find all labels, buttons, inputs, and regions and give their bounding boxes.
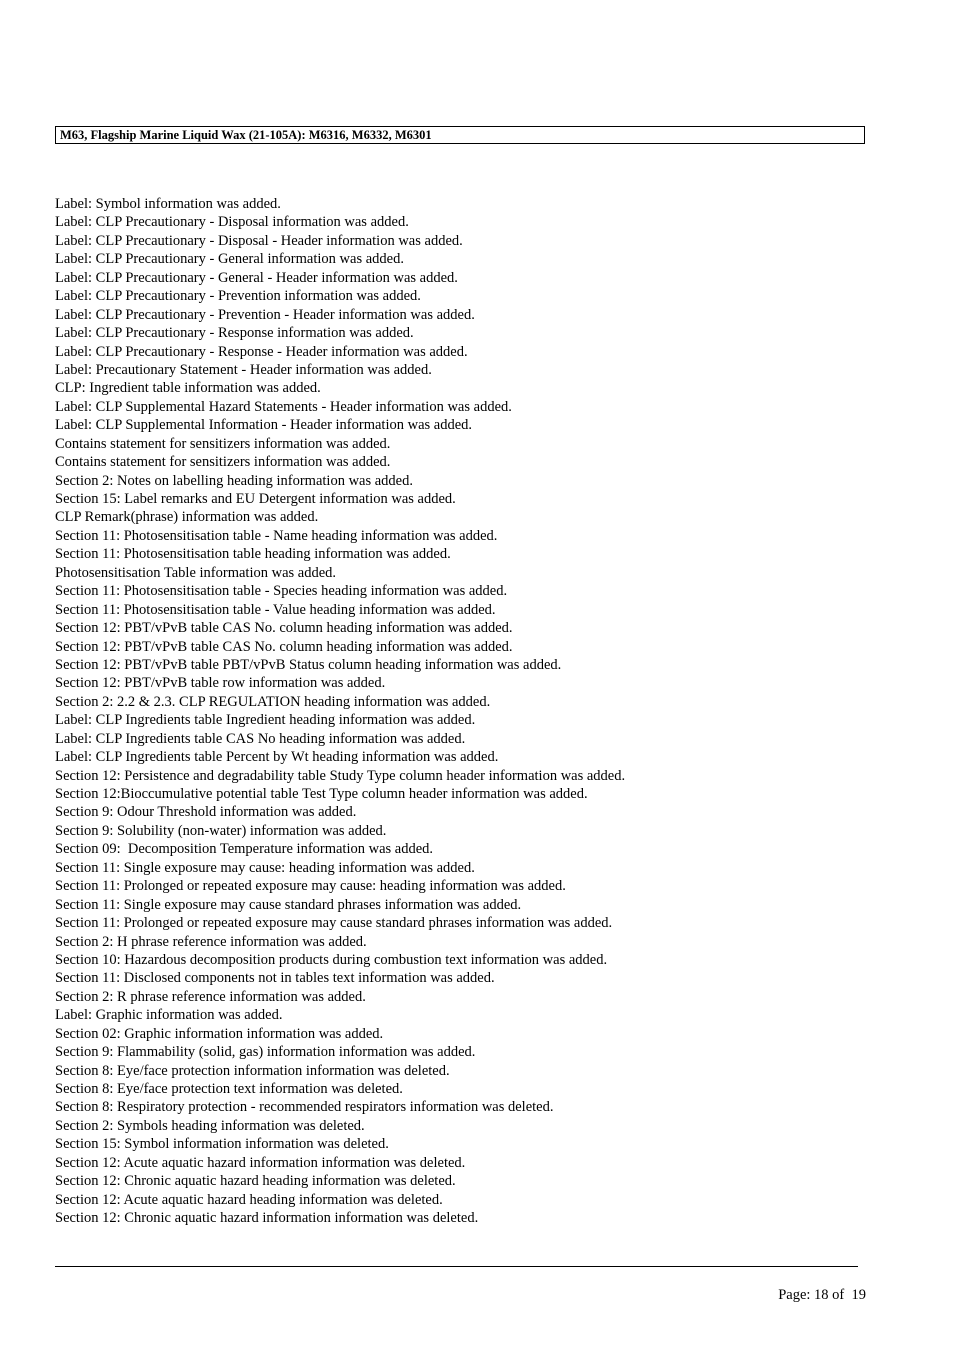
change-entry: Section 12: Chronic aquatic hazard information information was deleted. (55, 1210, 479, 1227)
change-entry: Section 11: Photosensitisation table - Species heading information was added. (55, 583, 508, 600)
change-entry: Section 11: Photosensitisation table - Name heading information was added. (55, 527, 498, 544)
change-entry: Label: CLP Precautionary - Disposal information was added. (55, 214, 409, 231)
change-entry: Photosensitisation Table information was added. (55, 564, 337, 581)
change-entry: Section 12: PBT/vPvB table row information was added. (55, 675, 386, 692)
product-title: M63, Flagship Marine Liquid Wax (21-105A): M6316, M6332, M6301 (60, 128, 432, 142)
change-entry: Section 09: Decomposition Temperature information was added. (55, 841, 434, 858)
change-entry: Section 12: PBT/vPvB table CAS No. column heading information was added. (55, 638, 513, 655)
change-entry: Section 11: Photosensitisation table - Value heading information was added. (55, 601, 496, 618)
change-entry: Label: CLP Ingredients table CAS No heading information was added. (55, 730, 466, 747)
change-entry: Section 15: Label remarks and EU Detergent information was added. (55, 491, 456, 507)
change-entry: Section 02: Graphic information information was added. (55, 1025, 384, 1042)
change-entry: Contains statement for sensitizers information was added. (55, 435, 391, 452)
change-entry: Section 2: H phrase reference information was added. (55, 933, 367, 950)
change-entry: Label: Symbol information was added. (55, 196, 281, 212)
change-entry: CLP Remark(phrase) information was added. (55, 509, 319, 526)
change-entry: Label: CLP Ingredients table Percent by Wt heading information was added. (55, 749, 499, 766)
change-entry: Contains statement for sensitizers information was added. (55, 454, 391, 471)
change-entry: Label: CLP Precautionary - Prevention information was added. (55, 288, 421, 305)
change-entry: Section 2: Notes on labelling heading information was added. (55, 472, 413, 489)
change-entry: Section 2: Symbols heading information was deleted. (55, 1117, 365, 1134)
change-entry: Section 11: Prolonged or repeated exposure may cause standard phrases information was added. (55, 915, 613, 932)
change-entry: Section 9: Flammability (solid, gas) information information was added. (55, 1044, 476, 1061)
change-entry: Section 10: Hazardous decomposition products during combustion text information was added. (55, 951, 608, 968)
change-entry: Section 12:Bioccumulative potential table Test Type column header information was added. (55, 786, 588, 802)
change-entry: Section 2: R phrase reference information was added. (55, 988, 366, 1005)
revision-change-list (55, 195, 625, 1228)
change-entry: Section 8: Respiratory protection - recommended respirators information was deleted. (55, 1099, 554, 1116)
change-entry: Label: Graphic information was added. (55, 1007, 283, 1024)
change-entry: Label: CLP Precautionary - Response - Header information was added. (55, 343, 468, 360)
change-entry: Section 12: PBT/vPvB table PBT/vPvB Status column heading information was added. (55, 656, 562, 673)
change-entry: Label: CLP Supplemental Information - Header information was added. (55, 417, 473, 434)
change-entry: CLP: Ingredient table information was added. (55, 380, 321, 397)
change-entry: Section 11: Disclosed components not in tables text information was added. (55, 970, 495, 987)
change-entry: Section 11: Single exposure may cause: heading information was added. (55, 859, 475, 876)
change-entry: Section 12: PBT/vPvB table CAS No. column heading information was added. (55, 620, 513, 637)
change-entry: Section 12: Chronic aquatic hazard heading information was deleted. (55, 1173, 456, 1190)
change-entry: Section 9: Solubility (non-water) information was added. (55, 822, 387, 839)
change-entry: Label: CLP Ingredients table Ingredient heading information was added. (55, 712, 476, 729)
change-entry: Section 12: Acute aquatic hazard information information was deleted. (55, 1154, 466, 1171)
change-entry: Label: CLP Precautionary - Response information was added. (55, 325, 414, 342)
change-entry: Section 12: Acute aquatic hazard heading information was deleted. (55, 1191, 443, 1208)
change-entry: Section 11: Prolonged or repeated exposure may cause: heading information was added. (55, 878, 566, 895)
change-entry: Section 11: Photosensitisation table heading information was added. (55, 546, 451, 563)
change-entry: Label: CLP Precautionary - General information was added. (55, 251, 404, 268)
change-entry: Section 9: Odour Threshold information was added. (55, 804, 357, 821)
change-entry: Label: Precautionary Statement - Header information was added. (55, 361, 432, 378)
change-entry: Section 2: 2.2 & 2.3. CLP REGULATION heading information was added. (55, 693, 491, 710)
change-entry: Label: CLP Precautionary - Disposal - Header information was added. (55, 232, 463, 249)
change-entry: Section 8: Eye/face protection text information was deleted. (55, 1081, 403, 1097)
change-entry: Section 11: Single exposure may cause standard phrases information was added. (55, 896, 522, 913)
change-entry: Section 15: Symbol information information was deleted. (55, 1136, 389, 1153)
change-entry: Label: CLP Precautionary - Prevention - Header information was added. (55, 306, 475, 323)
footer-divider (55, 1266, 858, 1267)
change-entry: Label: CLP Supplemental Hazard Statements - Header information was added. (55, 398, 512, 415)
change-entry: Label: CLP Precautionary - General - Header information was added. (55, 269, 458, 286)
change-entry: Section 12: Persistence and degradability table Study Type column header information was added. (55, 767, 626, 784)
document-header (55, 126, 865, 144)
page-number: Page: 18 of 19 (778, 1287, 866, 1303)
change-entry: Section 8: Eye/face protection information information was deleted. (55, 1062, 450, 1079)
